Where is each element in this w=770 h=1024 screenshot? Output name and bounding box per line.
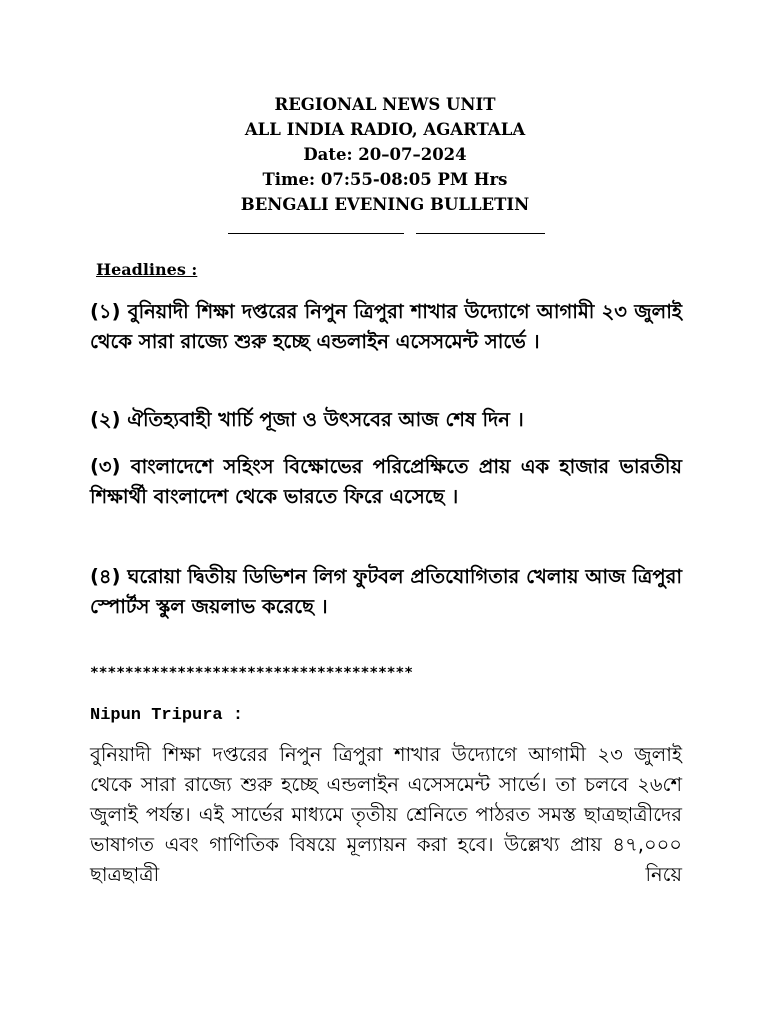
bulletin-header bbox=[0, 92, 770, 217]
header-station: ALL INDIA RADIO, AGARTALA bbox=[244, 120, 526, 139]
headlines-label: Headlines : bbox=[96, 260, 198, 279]
header-date: Date: 20–07–2024 bbox=[303, 145, 467, 164]
headline-4: (৪) ঘরোয়া দ্বিতীয় ডিভিশন লিগ ফুটবল প্রতিযোগিতার খেলায় আজ ত্রিপুরা স্পোর্টস স্কুল জয়লাভ করেছে । bbox=[90, 565, 682, 618]
headline-2: (২) ঐতিহ্যবাহী খার্চি পূজা ও উৎসবের আজ শেষ দিন । bbox=[90, 408, 524, 431]
header-divider bbox=[228, 233, 548, 235]
header-bulletin: BENGALI EVENING BULLETIN bbox=[240, 195, 530, 214]
divider-line-left bbox=[228, 233, 404, 234]
header-unit: REGIONAL NEWS UNIT bbox=[274, 95, 496, 114]
divider-line-right bbox=[416, 233, 545, 234]
header-time: Time: 07:55-08:05 PM Hrs bbox=[262, 170, 508, 189]
story-title: Nipun Tripura : bbox=[90, 706, 244, 725]
story-body: বুনিয়াদী শিক্ষা দপ্তরের নিপুন ত্রিপুরা শাখার উদ্যোগে আগামী ২৩ জুলাই থেকে সারা রাজ্যে শুরু হচ্ছে এন্ডলাইন এসেসমেন্ট সার্ভে। তা চলবে ২৬শে জুলাই পর্যন্ত। এই সার্ভের মাধ্যমে তৃতীয় শ্রেনিতে পাঠরত সমস্ত ছাত্রছাত্রীদের ভাষাগত এবং গাণিতিক বিষয়ে মূল্যায়ন করা হবে। উল্লেখ্য প্রায় ৪৭,০০০ ছাত্রছাত্রী নিয়ে bbox=[90, 743, 682, 886]
headline-3: (৩) বাংলাদেশে সহিংস বিক্ষোভের পরিপ্রেক্ষিতে প্রায় এক হাজার ভারতীয় শিক্ষার্থী বাংলাদেশ থেকে ভারতে ফিরে এসেছে । bbox=[90, 455, 682, 508]
headline-1: (১) বুনিয়াদী শিক্ষা দপ্তরের নিপুন ত্রিপুরা শাখার উদ্যোগে আগামী ২৩ জুলাই থেকে সারা রাজ্যে শুরু হচ্ছে এন্ডলাইন এসেসমেন্ট সার্ভে । bbox=[90, 300, 682, 353]
section-separator: ************************************* bbox=[90, 665, 414, 681]
